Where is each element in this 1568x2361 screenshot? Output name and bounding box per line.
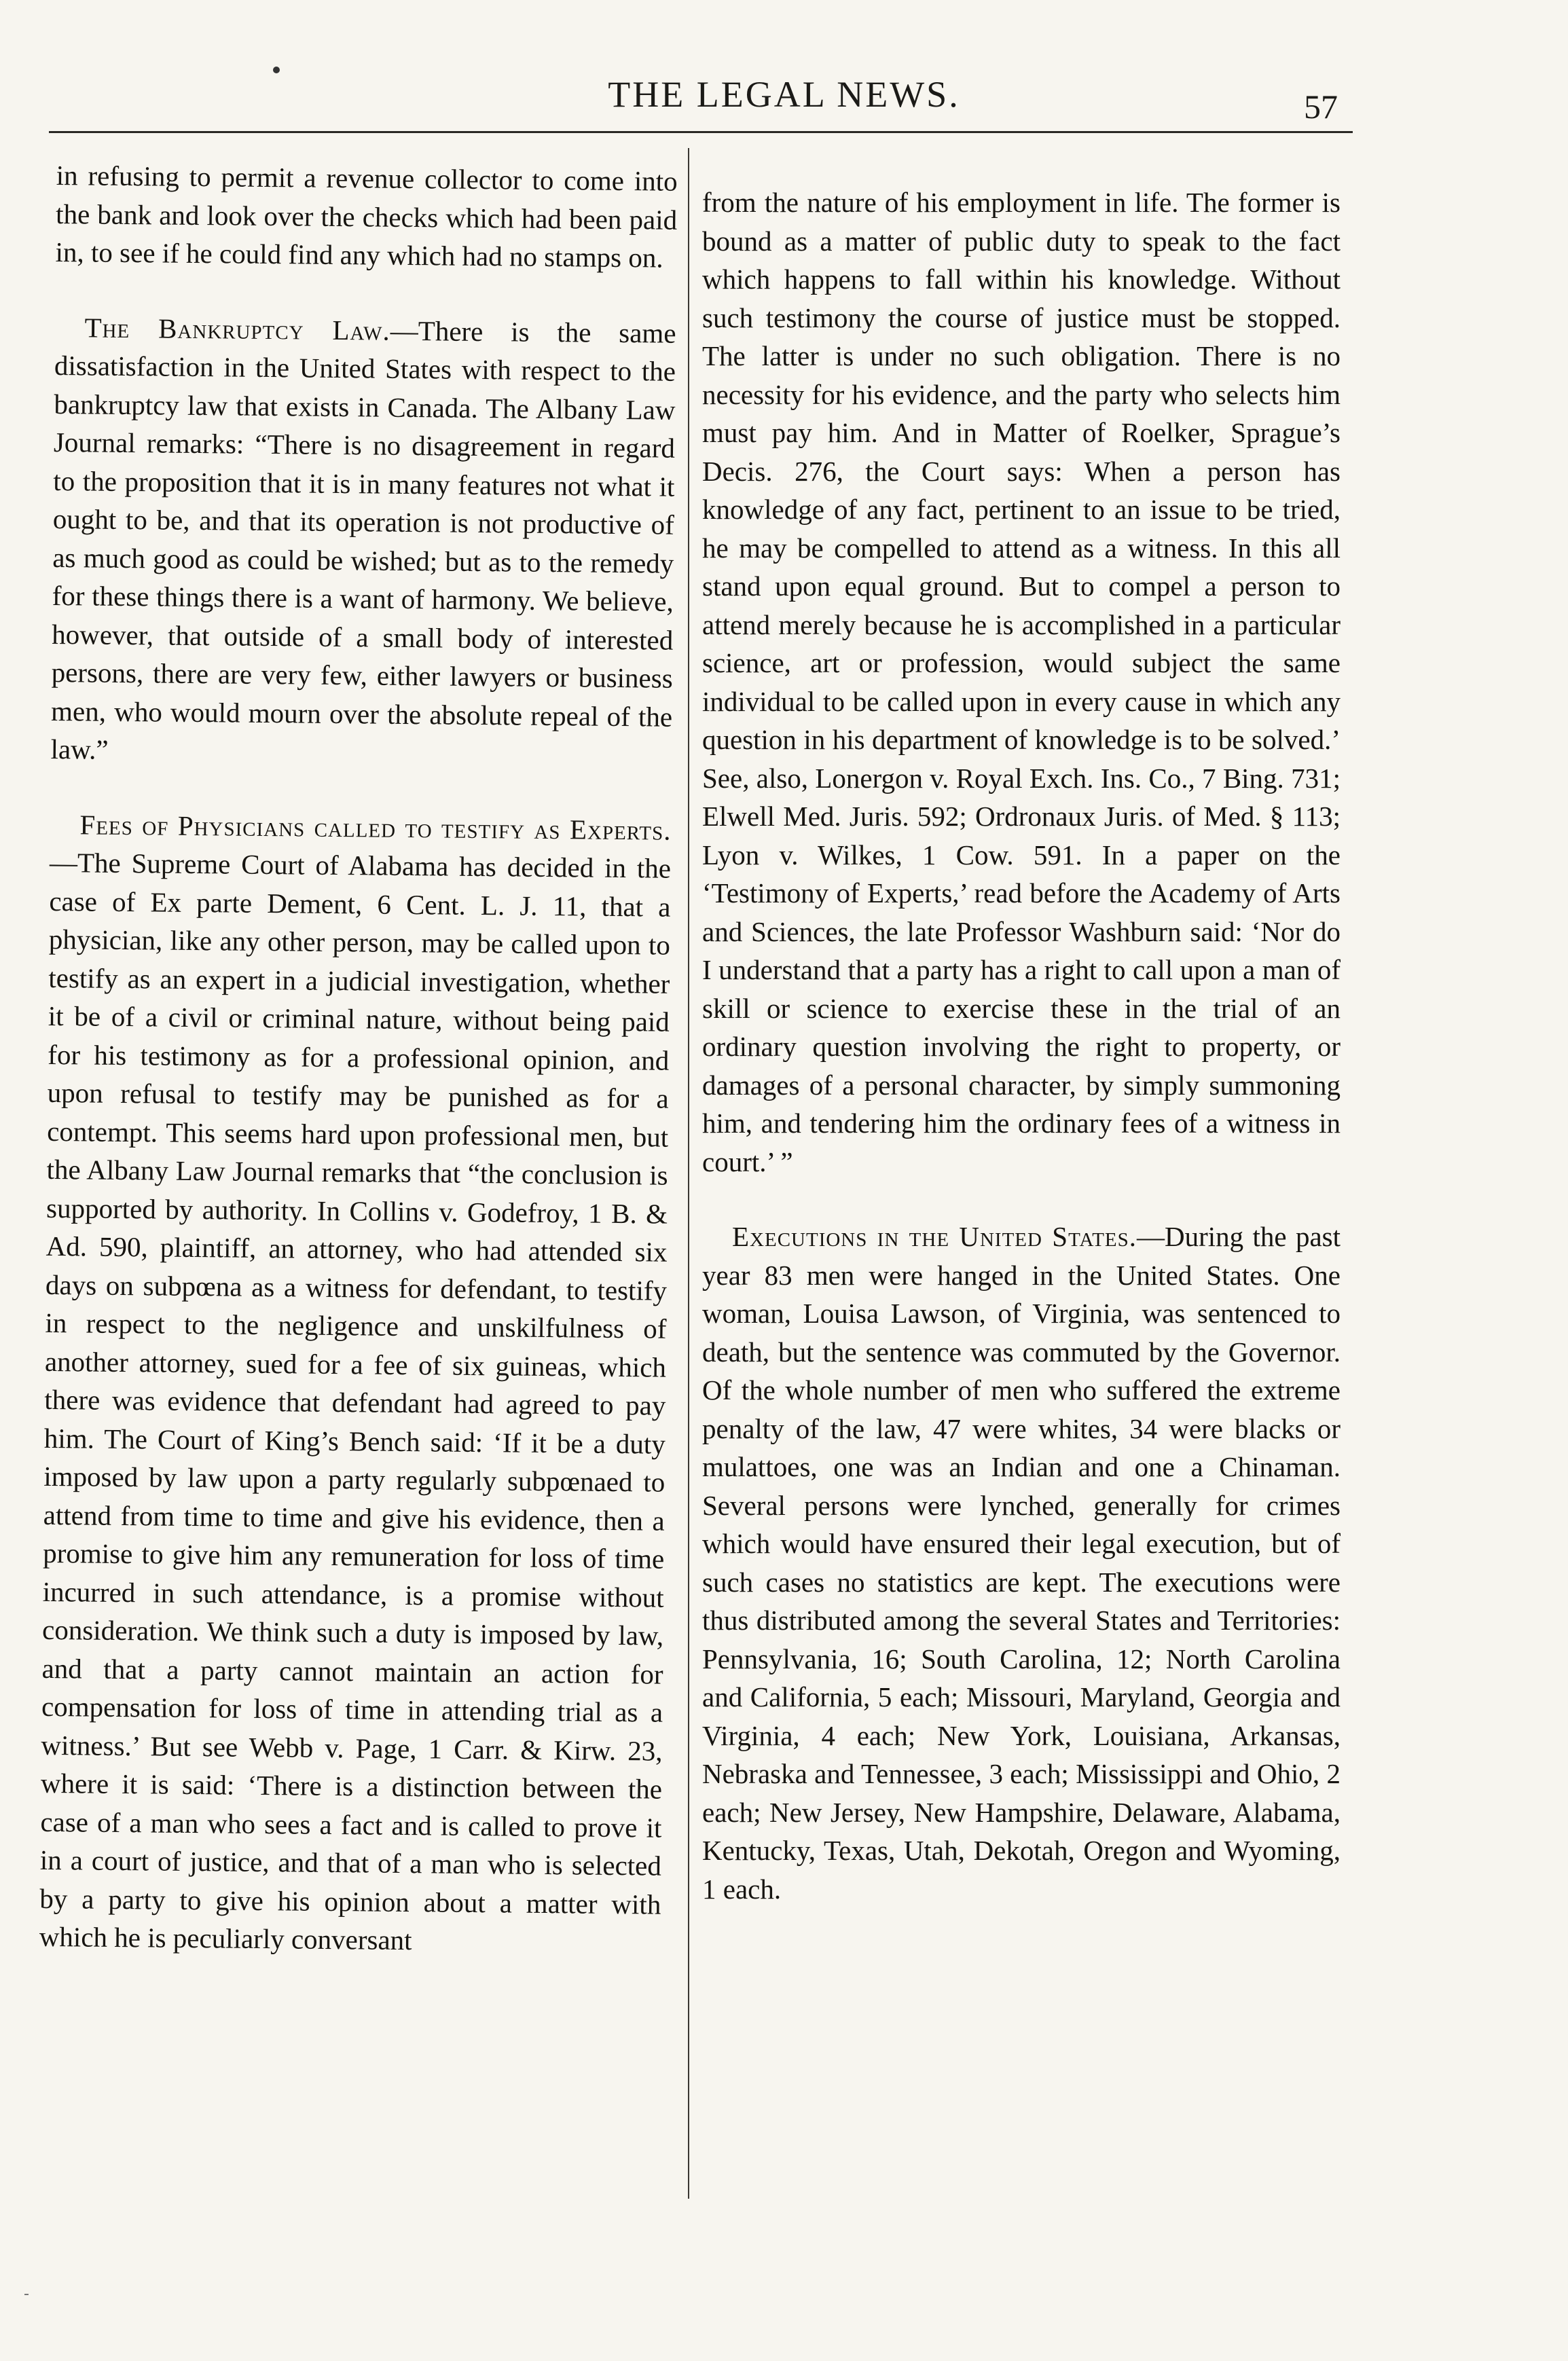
- right-column: [702, 183, 1341, 2254]
- physician-fees-heading: Fees of Physicians called to testify as Experts.: [79, 808, 672, 846]
- continued-quotation: from the nature of his employment in life. The former is bound as a matter of public duty to speak to the fact which happens to fall within his knowledge. Without such testimony the course of justice must be stopped. The latter is under no such obligation. There is no necessity for his evidence, and the party who selects him must pay him. And in Matter of Roelker, Sprague’s Decis. 276, the Court says: When a person has knowledge of any fact, pertinent to an issue to be tried, he may be compelled to attend as a witness. In this all stand upon equal ground. But to compel a person to attend merely because he is accomplished in a particular science, art or profession, would subject the same individual to be called upon in every cause in which any question in his department of knowledge is to be solved.’ See, also, Lonergon v. Royal Exch. Ins. Co., 7 Bing. 731; Elwell Med. Juris. 592; Ordronaux Juris. of Med. § 113; Lyon v. Wilkes, 1 Cow. 591. In a paper on the ‘Testimony of Experts,’ read before the Academy of Arts and Sciences, the late Professor Washburn said: ‘Nor do I understand that a party has a right to call upon a man of skill or science to exercise these in the trial of an ordinary question involving the right to property, or damages of a personal character, by simply summoning him, and tendering him the ordinary fees of a witness in court.’ ”: [702, 187, 1341, 1177]
- column-divider: [688, 148, 689, 2199]
- bankruptcy-law-article: [50, 308, 676, 774]
- executions-text: —During the past year 83 men were hanged in the United States. One woman, Louisa Lawson, of Virginia, was sentenced to death, but the sentence was commuted by the Governor. Of the whole number of men who suffered the extreme penalty of the law, 47 were whites, 34 were blacks or mulattoes, one was an Indian and one a Chinaman. Several persons were lynched, generally for crimes which would have ensured their legal execution, but of such cases no statistics are kept. The executions were thus distributed among the several States and Territories: Pennsylvania, 16; South Carolina, 12; North Carolina and California, 5 each; Missouri, Maryland, Georgia and Virginia, 4 each; New York, Louisiana, Arkansas, Nebraska and Tennessee, 3 each; Mississippi and Ohio, 2 each; New Jersey, New Hampshire, Delaware, Alabama, Kentucky, Texas, Utah, Dekotah, Oregon and Wyoming, 1 each.: [702, 1221, 1341, 1905]
- executions-article: [702, 1218, 1341, 1908]
- page-number: 57: [1304, 88, 1338, 126]
- physician-fees-article: [39, 805, 672, 1962]
- print-mark: [24, 2294, 29, 2295]
- print-speck: [273, 67, 280, 73]
- continued-paragraph: in refusing to permit a revenue collector to come into the bank and look over the checks which had been paid in, to see if he could find any which had no stamps on.: [55, 159, 678, 274]
- physician-fees-text: —The Supreme Court of Alabama has decided in the case of Ex parte Dement, 6 Cent. L. J. 11, that a physician, like any other person, may be called upon to testify as an expert in a judicial investigation, whether it be of a civil or criminal nature, without being paid for his testimony as for a professional opinion, and upon refusal to testify may be punished as for a contempt. This seems hard upon professional men, but the Albany Law Journal remarks that “the conclusion is supported by authority. In Collins v. Godefroy, 1 B. & Ad. 590, plaintiff, an attorney, who had attended six days on subpœna as a witness for defendant, to testify in respect to the negligence and unskilfulness of another attorney, sued for a fee of six guineas, which there was evidence that defendant had agreed to pay him. The Court of King’s Bench said: ‘If it be a duty imposed by law upon a party regularly subpœnaed to attend from time to time and give his evidence, then a promise to give him any remuneration for loss of time incurred in such attendance, is a promise without consideration. We think such a duty is imposed by law, and that a party cannot maintain an action for compensation for loss of time in attending trial as a witness.’ But see Webb v. Page, 1 Carr. & Kirw. 23, where it is said: ‘There is a distinction between the case of a man who sees a fact and is called to prove it in a court of justice, and that of a man who is selected by a party to give his opinion about a matter with which he is peculiarly conversant: [39, 846, 672, 1956]
- page-header-title: THE LEGAL NEWS.: [608, 74, 960, 115]
- header-rule: [49, 131, 1353, 133]
- bankruptcy-law-heading: The Bankruptcy Law.: [84, 311, 391, 346]
- bankruptcy-law-text: —There is the same dissatisfaction in the United States with respect to the bankruptcy law that exists in Canada. The Albany Law Journal remarks: “There is no disagreement in regard to the proposition that it is in many features not what it ought to be, and that its operation is not productive of as much good as could be wished; but as to the remedy for these things there is a want of harmony. We believe, however, that outside of a small body of interested persons, there are very few, either lawyers or business men, who would mourn over the absolute repeal of the law.”: [50, 314, 676, 765]
- left-column: [36, 156, 678, 2301]
- executions-heading: Executions in the United States.: [732, 1221, 1137, 1252]
